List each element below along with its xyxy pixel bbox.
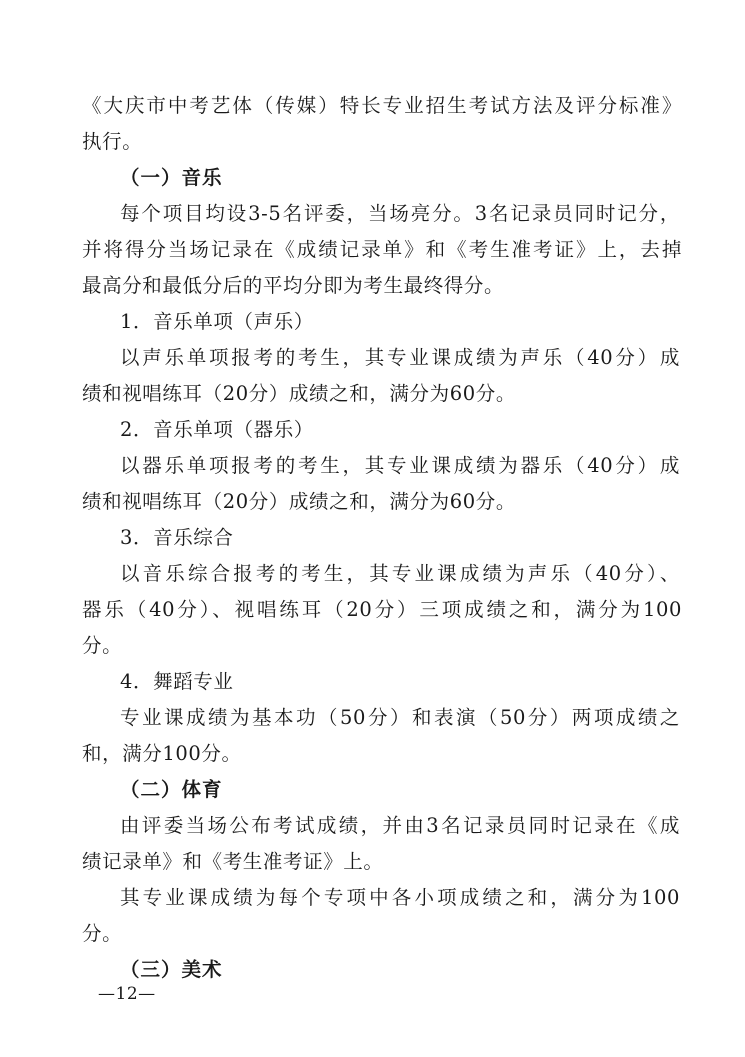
paragraph-line: 执行。 xyxy=(82,130,143,153)
section-heading-sports: （二）体育 xyxy=(120,778,223,801)
paragraph-line: 并将得分当场记录在《成绩记录单》和《考生准考证》上，去掉 xyxy=(82,238,682,261)
page-number: —12— xyxy=(98,984,156,1004)
paragraph-line: 绩和视唱练耳（20分）成绩之和，满分为60分。 xyxy=(82,490,516,513)
paragraph-line: 和，满分100分。 xyxy=(82,742,242,765)
paragraph-line: 器乐（40分）、视唱练耳（20分）三项成绩之和，满分为100 xyxy=(82,598,682,621)
paragraph-line: 以声乐单项报考的考生，其专业课成绩为声乐（40分）成 xyxy=(120,346,680,369)
subheading-vocal: 1．音乐单项（声乐） xyxy=(120,310,314,333)
paragraph-line: 每个项目均设3-5名评委，当场亮分。3名记录员同时记分， xyxy=(120,202,680,225)
section-heading-art: （三）美术 xyxy=(120,958,223,981)
paragraph-line: 分。 xyxy=(82,922,123,945)
subheading-instrumental: 2．音乐单项（器乐） xyxy=(120,418,314,441)
paragraph-line: 分。 xyxy=(82,634,123,657)
subheading-music-comprehensive: 3．音乐综合 xyxy=(120,526,234,549)
paragraph-line: 绩记录单》和《考生准考证》上。 xyxy=(82,850,384,873)
subheading-dance: 4．舞蹈专业 xyxy=(120,670,234,693)
paragraph-line: 最高分和最低分后的平均分即为考生最终得分。 xyxy=(82,274,505,297)
paragraph-line: 《大庆市中考艺体（传媒）特长专业招生考试方法及评分标准》 xyxy=(82,94,682,117)
paragraph-line: 由评委当场公布考试成绩，并由3名记录员同时记录在《成 xyxy=(120,814,680,837)
paragraph-line: 专业课成绩为基本功（50分）和表演（50分）两项成绩之 xyxy=(120,706,680,729)
paragraph-line: 以器乐单项报考的考生，其专业课成绩为器乐（40分）成 xyxy=(120,454,680,477)
paragraph-line: 其专业课成绩为每个专项中各小项成绩之和，满分为100 xyxy=(120,886,680,909)
section-heading-music: （一）音乐 xyxy=(120,166,223,189)
paragraph-line: 绩和视唱练耳（20分）成绩之和，满分为60分。 xyxy=(82,382,516,405)
paragraph-line: 以音乐综合报考的考生，其专业课成绩为声乐（40分）、 xyxy=(120,562,680,585)
